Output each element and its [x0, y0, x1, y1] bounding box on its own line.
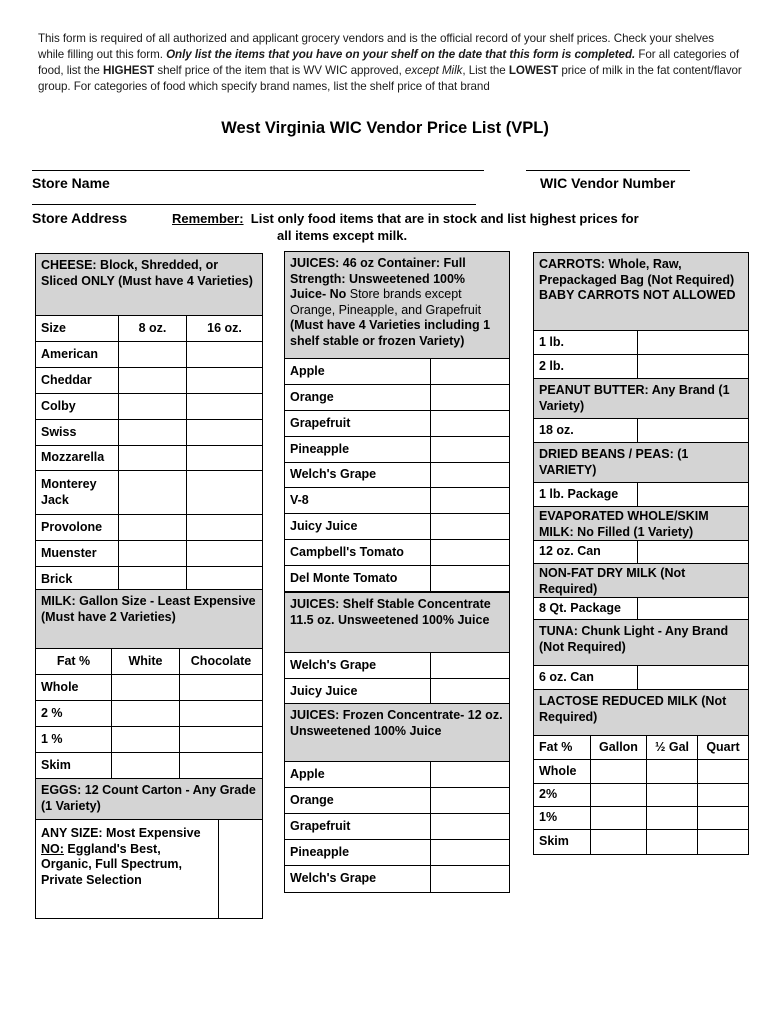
nonfat-dry-milk-title: NON-FAT DRY MILK (Not Required)	[534, 564, 748, 597]
juice-item: Pineapple	[285, 437, 431, 462]
milk-item: Whole	[36, 675, 112, 700]
lactose-milk-title: LACTOSE REDUCED MILK (Not Required)	[534, 690, 748, 735]
vendor-number-label: WIC Vendor Number	[540, 175, 676, 191]
page-title: West Virginia WIC Vendor Price List (VPL)	[221, 119, 549, 137]
milk-col-chocolate: Chocolate	[190, 653, 252, 668]
price-cell[interactable]	[119, 342, 187, 367]
price-cell[interactable]	[112, 753, 180, 779]
milk-item: 1 %	[36, 727, 112, 752]
price-cell[interactable]	[591, 760, 647, 783]
cheese-item: Brick	[36, 567, 119, 592]
peanut-butter-item: 18 oz.	[534, 419, 638, 442]
milk-table	[35, 589, 263, 780]
store-name-line[interactable]	[32, 170, 484, 171]
lactose-col-fat: Fat %	[534, 736, 591, 759]
price-cell[interactable]	[698, 830, 748, 854]
price-cell[interactable]	[591, 784, 647, 806]
price-cell[interactable]	[698, 784, 748, 806]
cheese-item: Colby	[36, 394, 119, 419]
lactose-item: Whole	[534, 760, 591, 783]
eggs-any-size	[36, 820, 219, 918]
remember-text-2: all items except milk.	[277, 228, 408, 243]
juice-item: Welch's Grape	[285, 463, 431, 487]
price-cell[interactable]	[591, 830, 647, 854]
juices-46oz-title-bold-2: (Must have 4 Varieties including 1 shelf stable or frozen Variety)	[290, 318, 491, 348]
juices-46oz-title	[285, 252, 509, 358]
price-cell[interactable]	[638, 666, 748, 689]
lactose-item: 1%	[534, 807, 591, 829]
price-cell[interactable]	[647, 807, 698, 829]
cheese-size-label: Size	[36, 316, 119, 341]
cheese-item: Cheddar	[36, 368, 119, 393]
juices-frozen-table	[284, 703, 510, 893]
tuna-item: 6 oz. Can	[534, 666, 638, 689]
price-cell[interactable]	[698, 807, 748, 829]
price-cell[interactable]	[187, 342, 262, 367]
price-cell[interactable]	[638, 355, 748, 378]
price-cell[interactable]	[180, 701, 262, 726]
eggs-table	[35, 778, 263, 919]
milk-title: MILK: Gallon Size - Least Expensive (Must have 2 Varieties)	[36, 590, 262, 648]
dried-beans-title: DRIED BEANS / PEAS: (1 VARIETY)	[534, 443, 748, 482]
price-cell[interactable]	[119, 420, 187, 445]
price-cell[interactable]	[187, 368, 262, 393]
cheese-item: Monterey Jack	[36, 471, 119, 514]
price-cell[interactable]	[647, 784, 698, 806]
juices-frozen-title: JUICES: Frozen Concentrate- 12 oz. Unsweetened 100% Juice	[285, 704, 509, 761]
juices-46oz-title-bold: JUICES: 46 oz Container: Full Strength: Unsweetened 100% Juice- No	[290, 256, 466, 301]
nonfat-dry-milk-item: 8 Qt. Package	[534, 598, 638, 619]
peanut-butter-title: PEANUT BUTTER: Any Brand (1 Variety)	[534, 379, 748, 418]
price-cell[interactable]	[647, 760, 698, 783]
price-cell[interactable]	[431, 411, 509, 436]
price-cell[interactable]	[431, 762, 509, 787]
price-cell[interactable]	[187, 471, 262, 514]
cheese-item: American	[36, 342, 119, 367]
cheese-size-16oz: 16 oz.	[207, 320, 242, 335]
juices-46oz-title-normal: Store brands except Orange, Pineapple, and Grapefruit	[290, 287, 482, 317]
price-cell[interactable]	[431, 437, 509, 462]
price-cell[interactable]	[119, 446, 187, 470]
price-cell[interactable]	[591, 807, 647, 829]
price-cell[interactable]	[431, 866, 509, 892]
store-address-label: Store Address	[32, 210, 128, 226]
lactose-item: Skim	[534, 830, 591, 854]
price-cell[interactable]	[187, 420, 262, 445]
price-cell[interactable]	[638, 598, 748, 619]
price-cell[interactable]	[638, 419, 748, 442]
intro-except-milk: except Milk	[404, 64, 463, 77]
lactose-col-quart: Quart	[706, 739, 740, 754]
eggs-any-size-text: ANY SIZE: Most Expensive	[41, 826, 201, 840]
juice-item: Pineapple	[285, 840, 431, 865]
store-address-line[interactable]	[32, 204, 476, 205]
evaporated-milk-title: EVAPORATED WHOLE/SKIM MILK: No Filled (1 Variety)	[534, 507, 748, 540]
juice-item: Apple	[285, 359, 431, 384]
intro-lowest: LOWEST	[508, 64, 559, 77]
eggs-title: EGGS: 12 Count Carton - Any Grade (1 Variety)	[36, 779, 262, 819]
price-cell[interactable]	[119, 541, 187, 566]
intro-emphasis: Only list the items that you have on your shelf on the date that this form is completed.	[166, 48, 636, 61]
juices-46oz-table	[284, 251, 510, 592]
dried-beans-item: 1 lb. Package	[534, 483, 638, 506]
juice-item: Orange	[285, 385, 431, 410]
intro-text-1: This form is required of all authorized and applicant grocery vendors and is the official record of your shelf prices. Check your shelves while filling out this form.	[38, 32, 715, 61]
price-cell[interactable]	[180, 727, 262, 752]
intro-text-2: For all categories of food, list the	[38, 48, 740, 77]
carrots-title: CARROTS: Whole, Raw, Prepackaged Bag (Not Required) BABY CARROTS NOT ALLOWED	[534, 253, 748, 330]
milk-item: 2 %	[36, 701, 112, 726]
price-cell[interactable]	[431, 788, 509, 813]
juices-shelf-title: JUICES: Shelf Stable Concentrate 11.5 oz. Unsweetened 100% Juice	[285, 593, 509, 652]
intro-text-4: , List the	[462, 64, 506, 77]
price-cell[interactable]	[431, 359, 509, 384]
cheese-size-8oz: 8 oz.	[119, 316, 187, 341]
price-cell[interactable]	[698, 760, 748, 783]
juice-item: Juicy Juice	[285, 514, 431, 539]
cheese-item: Muenster	[36, 541, 119, 566]
price-cell[interactable]	[431, 514, 509, 539]
price-cell[interactable]	[638, 541, 748, 563]
lactose-item: 2%	[534, 784, 591, 806]
carrots-item: 2 lb.	[534, 355, 638, 378]
remember-note	[172, 210, 692, 244]
price-cell[interactable]	[647, 830, 698, 854]
eggs-no-label: NO:	[41, 841, 64, 856]
price-cell[interactable]	[431, 566, 509, 591]
juice-item: Del Monte Tomato	[285, 566, 431, 591]
juice-item: Welch's Grape	[285, 866, 431, 892]
price-cell[interactable]	[119, 515, 187, 540]
milk-col-fat: Fat %	[36, 649, 112, 674]
cheese-item: Mozzarella	[36, 446, 119, 470]
price-cell[interactable]	[431, 814, 509, 839]
lactose-col-half-gallon: ½ Gal	[647, 736, 698, 759]
price-cell[interactable]	[431, 463, 509, 487]
instructions-paragraph	[38, 31, 743, 95]
price-cell[interactable]	[112, 701, 180, 726]
store-name-label: Store Name	[32, 175, 110, 191]
price-cell[interactable]	[187, 541, 262, 566]
cheese-title: CHEESE: Block, Shredded, or Sliced ONLY (Must have 4 Varieties)	[36, 254, 262, 315]
intro-text-5: price of milk in the fat content/flavor group. For categories of food which specify brand names, list the shelf price of that brand	[38, 64, 742, 93]
price-cell[interactable]	[431, 679, 509, 705]
cheese-table	[35, 253, 263, 593]
remember-text-1: List only food items that are in stock and list highest prices for	[250, 211, 639, 226]
price-cell[interactable]	[638, 331, 748, 354]
price-cell[interactable]	[180, 753, 262, 779]
price-cell[interactable]	[119, 368, 187, 393]
price-cell[interactable]	[112, 727, 180, 752]
juice-item: Apple	[285, 762, 431, 787]
juice-item: Orange	[285, 788, 431, 813]
eggs-brands-text: Eggland's Best, Organic, Full Spectrum, Private Selection	[41, 841, 182, 887]
juice-item: Campbell's Tomato	[285, 540, 431, 565]
vendor-number-line[interactable]	[526, 170, 690, 171]
intro-text-3: shelf price of the item that is WV WIC approved,	[157, 64, 402, 77]
milk-item: Skim	[36, 753, 112, 779]
cheese-item: Provolone	[36, 515, 119, 540]
remember-label: Remember:	[172, 211, 244, 226]
milk-col-white: White	[112, 649, 180, 674]
juices-shelf-stable-table	[284, 592, 510, 706]
price-cell[interactable]	[431, 653, 509, 678]
price-cell[interactable]	[431, 540, 509, 565]
price-cell[interactable]	[431, 840, 509, 865]
price-cell[interactable]	[431, 385, 509, 410]
evaporated-milk-item: 12 oz. Can	[534, 541, 638, 563]
right-column-table	[533, 252, 749, 855]
price-cell[interactable]	[187, 446, 262, 470]
juice-item: Grapefruit	[285, 814, 431, 839]
tuna-title: TUNA: Chunk Light - Any Brand (Not Required)	[534, 620, 748, 665]
juice-item: V-8	[285, 488, 431, 513]
juice-item: Welch's Grape	[285, 653, 431, 678]
price-cell[interactable]	[187, 394, 262, 419]
cheese-item: Swiss	[36, 420, 119, 445]
price-cell[interactable]	[112, 675, 180, 700]
lactose-col-gallon: Gallon	[591, 736, 647, 759]
price-cell[interactable]	[219, 820, 262, 918]
price-cell[interactable]	[187, 515, 262, 540]
juice-item: Juicy Juice	[285, 679, 431, 705]
price-cell[interactable]	[431, 488, 509, 513]
price-cell[interactable]	[638, 483, 748, 506]
price-cell[interactable]	[180, 675, 262, 700]
price-cell[interactable]	[119, 471, 187, 514]
price-cell[interactable]	[119, 394, 187, 419]
juice-item: Grapefruit	[285, 411, 431, 436]
intro-highest: HIGHEST	[103, 64, 155, 77]
carrots-item: 1 lb.	[534, 331, 638, 354]
